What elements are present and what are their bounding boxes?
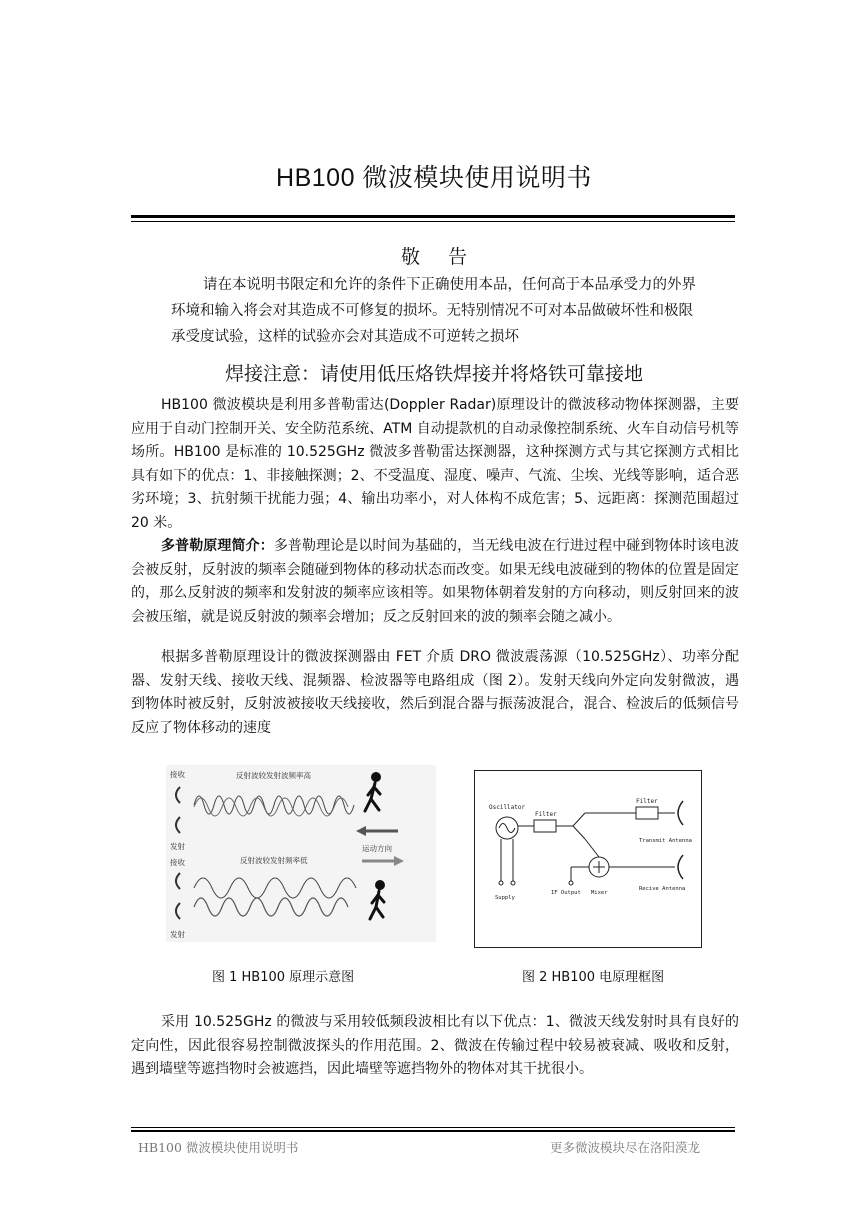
figure-2-block-diagram [474,770,702,948]
footer-left: HB100 微波模块使用说明书 [138,1140,299,1155]
figure-2-caption: 图 2 HB100 电原理框图 [522,970,665,985]
fig2-supply-label: Supply [495,895,515,901]
fig2-wire-split-up [573,813,585,826]
fig1-label-transmit-bottom: 发射 [170,930,185,939]
paragraph-structure: 根据多普勒原理设计的微波探测器由 FET 介质 DRO 微波震荡源（10.525GHz）、功率分配器、发射天线、接收天线、混频器、检波器等电路组成（图 2）。发射天线向外定向发射微波，遇到物体时被反射，反射波被接收天线接收，然后到混合器与振荡波混合，混合、检波后的低频信号反应了物体移动的速度 [131,649,739,736]
fig2-filter-left [534,820,556,832]
fig2-wire-split-down [573,826,585,839]
fig1-label-receive-top: 接收 [170,770,185,779]
figure-1-doppler-diagram [166,765,436,942]
document-title: HB100 微波模块使用说明书 [276,164,592,192]
paragraph-intro: HB100 微波模块是利用多普勒雷达(Doppler Radar)原理设计的微波移动物体探测器，主要应用于自动门控制开关、安全防范系统、ATM 自动提款机的自动录像控制系统、火车自动信号机等场所。HB100 是标准的 10.525GHz 微波多普勒雷达探测器，这种探测方式与其它探测方式相比具有如下的优点：1、非接触探测；2、不受温度、湿度、噪声、气流、尘埃、光线等影响，适合恶劣环境；3、抗射频干扰能力强；4、输出功率小，对人体构不成危害；5、远距离：探测范围超过 20 米。 [131,397,739,531]
fig1-caption-bottom: 反射波较发射频率低 [240,856,308,865]
fig2-rx-antenna-symbol [678,855,683,879]
fig2-if-terminal [569,881,573,885]
notice-text: 请在本说明书限定和允许的条件下正确使用本品，任何高于本品承受力的外界环境和输入将会对其造成不可修复的损坏。无特别情况不可对本品做破坏性和极限承受度试验，这样的试验亦会对其造成不可逆转之损坏 [171,277,696,345]
fig2-transmit-antenna-label: Transmit Antenna [639,838,692,844]
title-rule-thick [131,215,735,218]
solder-note: 焊接注意：请使用低压烙铁焊接并将烙铁可靠接地 [224,363,643,385]
fig2-mixer-label: Mixer [591,890,608,896]
fig2-receive-antenna-label: Recive Antenna [639,886,686,892]
footer-rule-thin [131,1127,735,1128]
figure-1-caption: 图 1 HB100 原理示意图 [212,970,355,985]
fig2-if-output-label: IF Output [551,890,581,896]
fig1-label-receive-bottom: 接收 [170,858,185,867]
footer-rule-thick [131,1130,735,1132]
paragraph-advantages: 采用 10.525GHz 的微波与采用较低频段波相比有以下优点：1、微波天线发射时具有良好的定向性，因此很容易控制微波探头的作用范围。2、微波在传输过程中较易被衰减、吸收和反射，遇到墙壁等遮挡物时会被遮挡，因此墙壁等遮挡物外的物体对其干扰很小。 [131,1014,739,1077]
title-rule-thin [131,221,735,222]
fig2-oscillator-wave [499,824,515,833]
fig1-caption-top: 反射波较发射波频率高 [236,771,311,780]
fig1-label-transmit-top: 发射 [170,842,185,851]
fig1-direction-label: 运动方向 [362,844,392,853]
fig2-filter-right-label: Filter [636,798,658,805]
fig2-oscillator-label: Oscillator [489,804,526,811]
footer-right: 更多微波模块尽在洛阳漠龙 [550,1140,701,1155]
fig2-filter-right [636,807,658,819]
paragraph-doppler-body: 多普勒理论是以时间为基础的，当无线电波在行进过程中碰到物体时该电波会被反射，反射波的频率会随碰到物体的移动状态而改变。如果无线电波碰到的物体的位置是固定的，那么反射波的频率和发射波的频率应该相等。如果物体朝着发射的方向移动，则反射回来的波会被压缩，就是说反射波的频率会增加；反之反射回来的波的频率会随之减小。 [131,538,740,625]
fig2-supply-terminal-a [499,881,503,885]
fig2-filter-left-label: Filter [535,811,557,818]
fig2-wire-to-mixer [585,839,599,857]
fig2-tx-antenna-symbol [678,801,683,825]
fig2-supply-terminal-b [511,881,515,885]
notice-heading: 敬告 [400,246,495,268]
paragraph-doppler [131,535,739,629]
paragraph-doppler-lead: 多普勒原理简介： [161,538,274,554]
